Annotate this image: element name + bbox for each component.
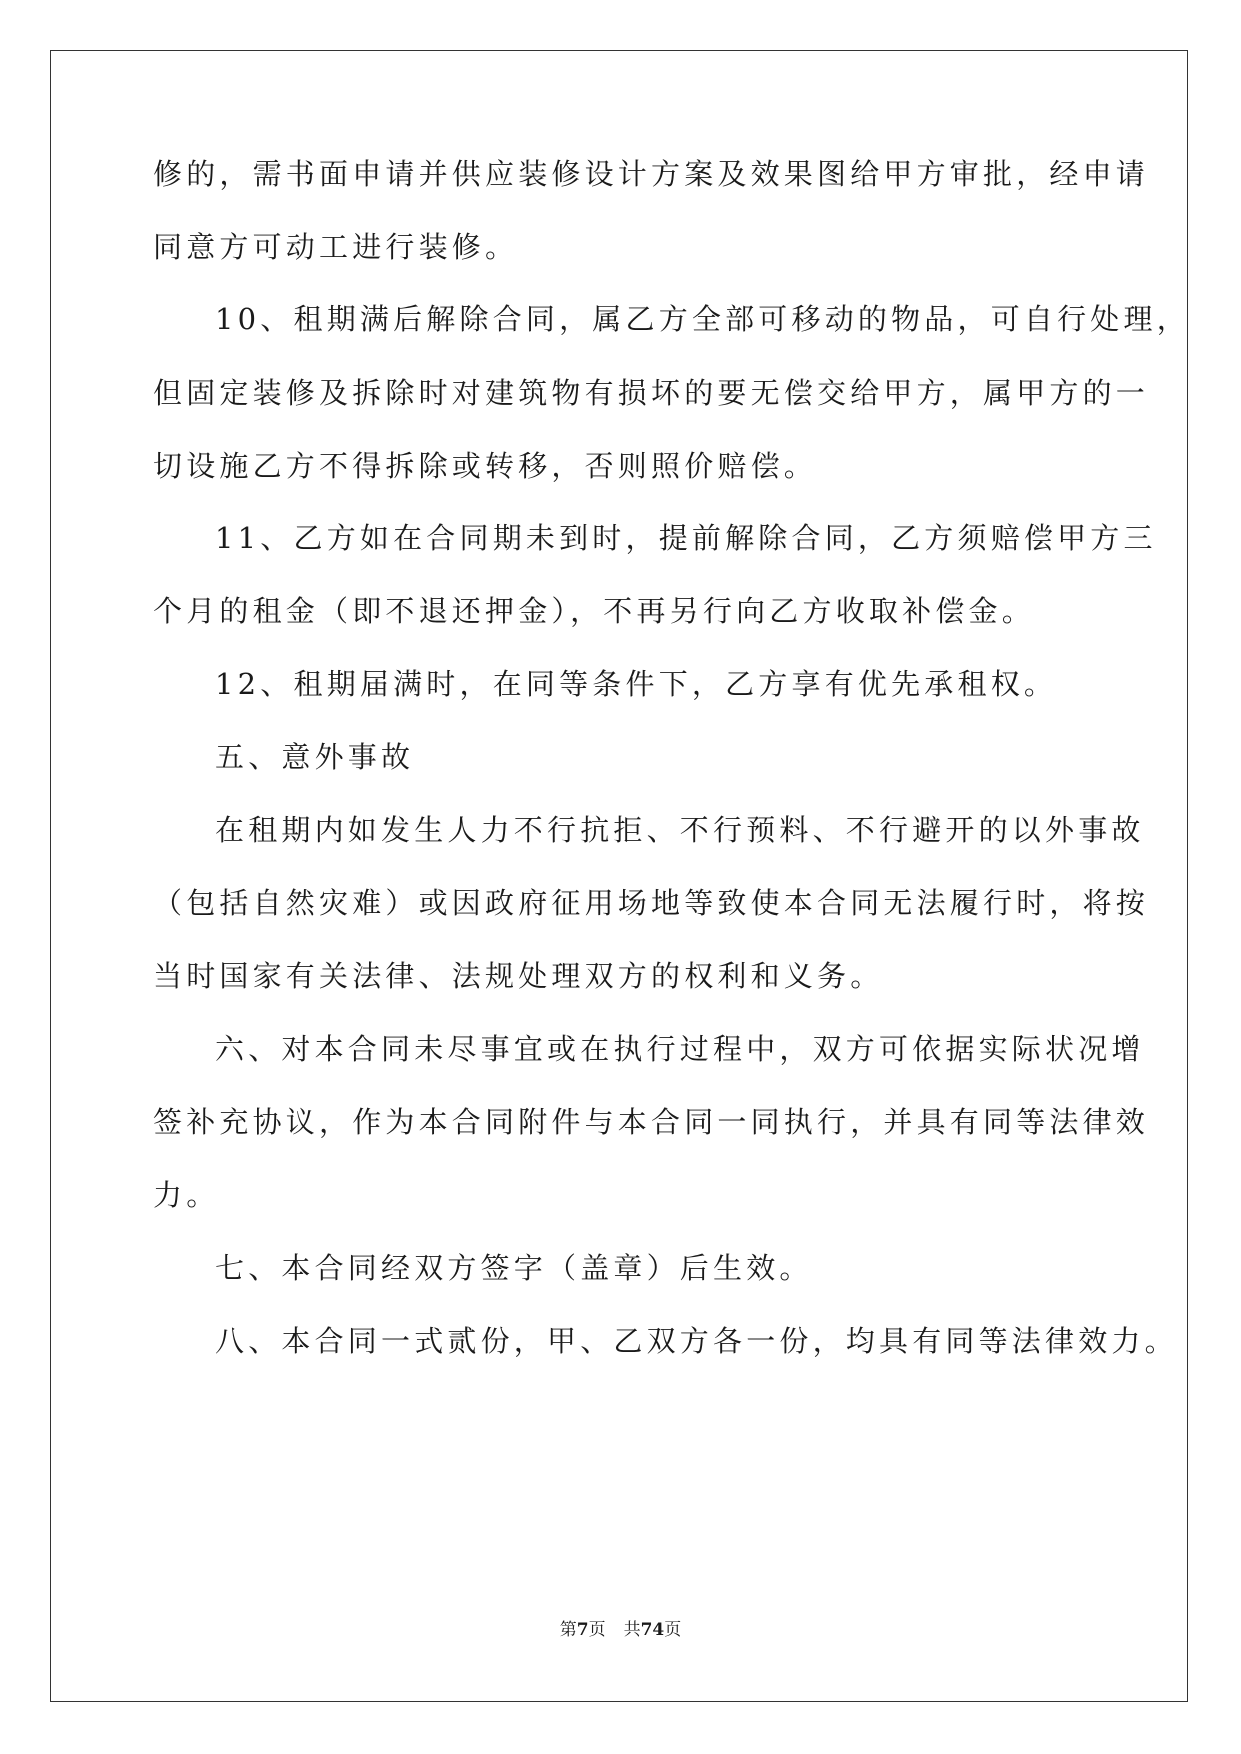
text-line: 11、乙方如在合同期未到时，提前解除合同，乙方须赔偿甲方三 xyxy=(215,521,1157,555)
total-label-prefix: 共 xyxy=(623,1620,641,1640)
text-line: 七、本合同经双方签字（盖章）后生效。 xyxy=(215,1251,813,1285)
text-line: 切设施乙方不得拆除或转移，否则照价赔偿。 xyxy=(153,449,818,483)
text-line: 但固定装修及拆除时对建筑物有损坏的要无偿交给甲方，属甲方的一 xyxy=(153,376,1150,410)
text-line: 10、租期满后解除合同，属乙方全部可移动的物品，可自行处理， xyxy=(215,302,1190,336)
page-label-suffix: 页 xyxy=(588,1620,606,1640)
text-line: （包括自然灾难）或因政府征用场地等致使本合同无法履行时，将按 xyxy=(153,886,1150,920)
text-line: 同意方可动工进行装修。 xyxy=(153,230,519,264)
text-line: 修的，需书面申请并供应装修设计方案及效果图给甲方审批，经申请 xyxy=(153,157,1150,191)
page-label-prefix: 第 xyxy=(559,1620,577,1640)
text-line: 12、租期届满时，在同等条件下，乙方享有优先承租权。 xyxy=(215,667,1058,701)
total-page-count: 74 xyxy=(640,1620,665,1640)
text-line: 个月的租金（即不退还押金），不再另行向乙方收取补偿金。 xyxy=(153,594,1035,628)
total-label-suffix: 页 xyxy=(664,1620,682,1640)
text-line: 当时国家有关法律、法规处理双方的权利和义务。 xyxy=(153,959,884,993)
text-line: 力。 xyxy=(153,1178,220,1212)
current-page-number: 7 xyxy=(576,1620,589,1640)
text-line: 八、本合同一式贰份，甲、乙双方各一份，均具有同等法律效力。 xyxy=(215,1324,1178,1358)
page-frame xyxy=(50,50,1188,1702)
section-heading: 五、意外事故 xyxy=(215,740,415,774)
text-line: 六、对本合同未尽事宜或在执行过程中，双方可依据实际状况增 xyxy=(215,1032,1145,1066)
page-footer xyxy=(0,1618,1241,1642)
text-line: 签补充协议，作为本合同附件与本合同一同执行，并具有同等法律效 xyxy=(153,1105,1150,1139)
text-line: 在租期内如发生人力不行抗拒、不行预料、不行避开的以外事故 xyxy=(215,813,1145,847)
